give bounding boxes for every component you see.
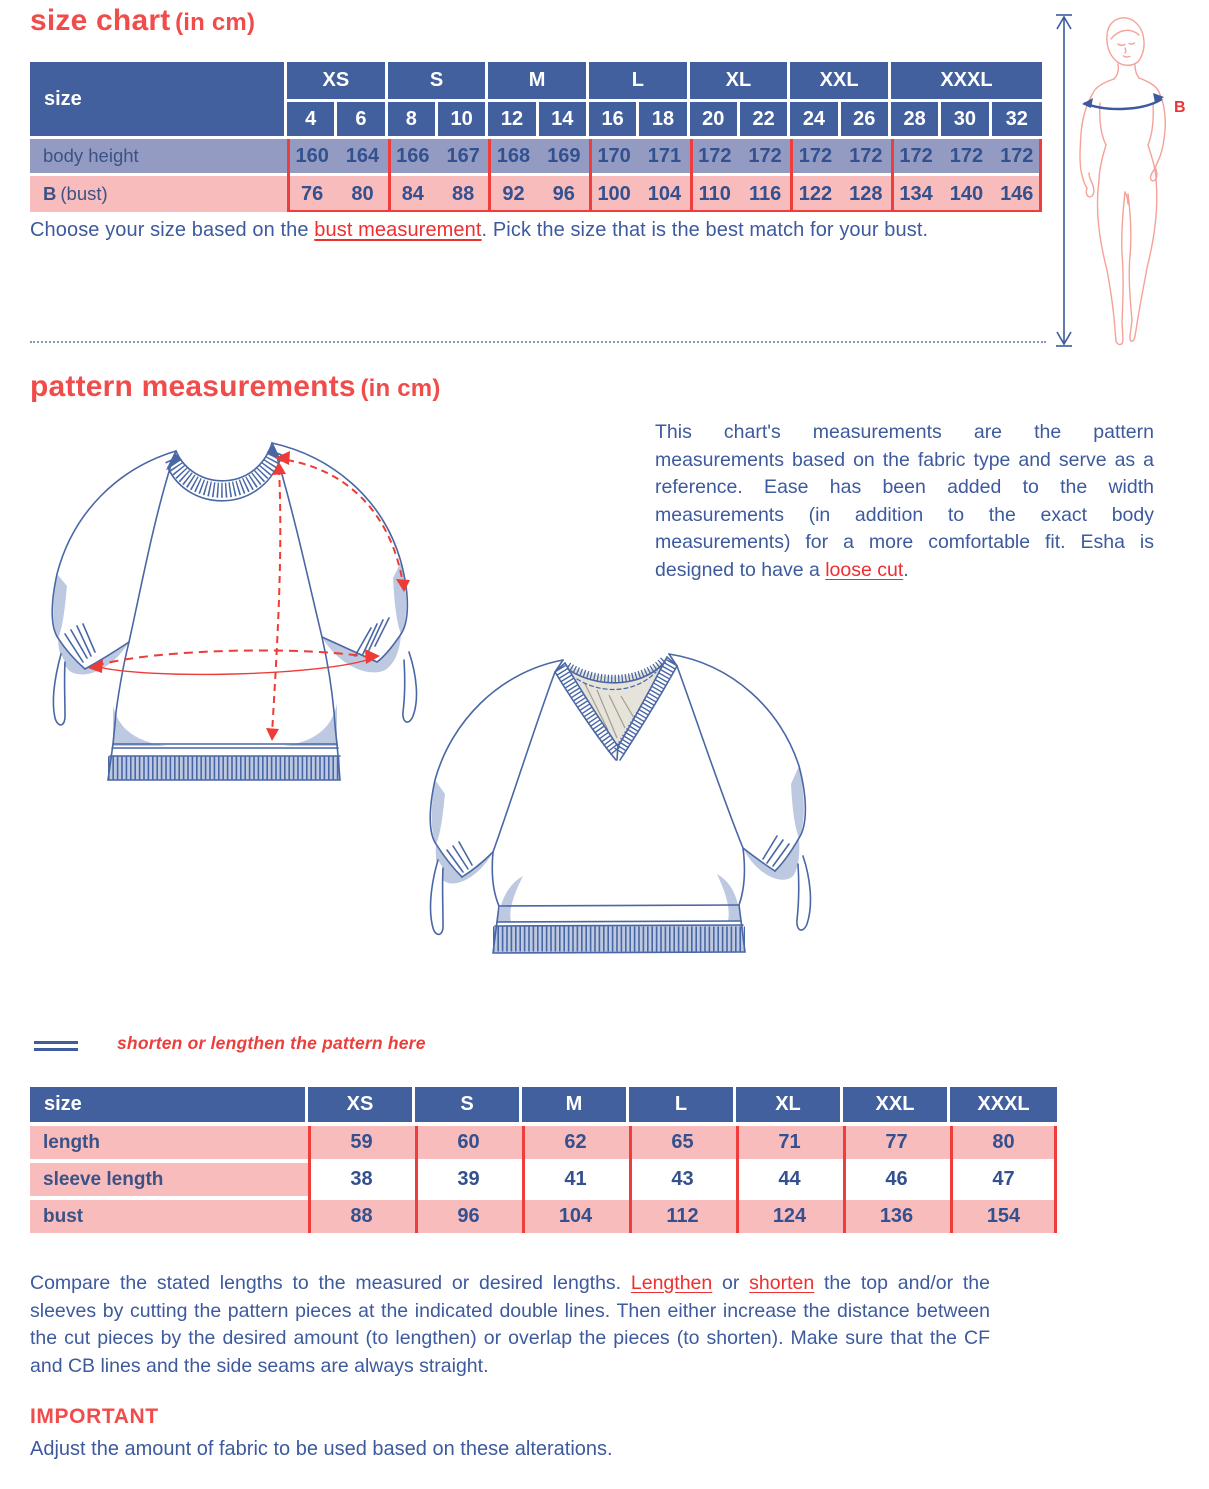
value-cell: 100 (597, 182, 631, 205)
column-header: XL (736, 1087, 843, 1122)
size-note-post: . Pick the size that is the best match for your bust. (481, 219, 929, 241)
value-cell: 44 (736, 1163, 843, 1196)
value-cell: 60 (415, 1126, 522, 1159)
size-number-header: 8 (388, 102, 438, 136)
value-cell: 160 (295, 144, 329, 167)
alteration-instructions (30, 1270, 990, 1380)
size-corner-cell: size (30, 62, 287, 136)
value-cell: 172 (949, 144, 984, 167)
size-number-header: 4 (287, 102, 337, 136)
table-row (30, 1200, 1057, 1233)
size-group-header: S (388, 62, 489, 99)
value-cell: 134 (899, 182, 933, 205)
value-cell: 46 (843, 1163, 950, 1196)
height-arrow-icon (1056, 15, 1072, 346)
size-number-header: 6 (337, 102, 387, 136)
size-number-row (287, 102, 1042, 136)
value-cell: 170 (597, 144, 631, 167)
value-cell: 43 (629, 1163, 736, 1196)
table-row (30, 176, 1042, 212)
column-header: L (629, 1087, 736, 1122)
value-cell: 172 (748, 144, 782, 167)
size-corner-cell: size (30, 1087, 308, 1122)
size-number-header: 24 (790, 102, 840, 136)
table-row (30, 1126, 1057, 1159)
value-cell: 172 (698, 144, 732, 167)
value-cell: 84 (401, 182, 424, 205)
section-divider (30, 341, 1046, 343)
size-chart-unit: (in cm) (175, 9, 256, 36)
size-note (30, 219, 928, 242)
value-cell: 164 (345, 144, 380, 167)
value-cell: 104 (647, 182, 682, 205)
value-cell: 116 (748, 182, 782, 205)
value-cell: 96 (552, 182, 575, 205)
value-cell: 80 (950, 1126, 1057, 1159)
pattern-table-header (30, 1087, 1057, 1122)
loose-cut-link[interactable]: loose cut (825, 558, 904, 581)
woman-outline (1080, 18, 1165, 345)
bust-measurement-link[interactable]: bust measurement (314, 219, 482, 241)
row-label: body height (43, 145, 139, 166)
double-line-top (34, 1041, 78, 1044)
size-number-header: 26 (841, 102, 891, 136)
value-cell: 112 (629, 1200, 736, 1233)
row-label: length (30, 1126, 308, 1159)
size-group-header: M (488, 62, 589, 99)
column-header: XS (308, 1087, 415, 1122)
size-number-header: 18 (639, 102, 689, 136)
bust-measure-line (1082, 93, 1164, 109)
size-number-header: 14 (539, 102, 589, 136)
size-number-header: 20 (690, 102, 740, 136)
important-text: Adjust the amount of fabric to be used based on these alterations. (30, 1438, 613, 1460)
shorten-link[interactable]: shorten (749, 1272, 815, 1294)
size-number-header: 32 (992, 102, 1042, 136)
value-cell: 104 (522, 1200, 629, 1233)
size-group-header: XXXL (891, 62, 1042, 99)
compare-mid: or (712, 1272, 750, 1294)
pattern-measurements-heading (30, 370, 441, 404)
row-label: B (bust) (43, 183, 108, 204)
column-header: XXXL (950, 1087, 1057, 1122)
lengthen-link[interactable]: Lengthen (630, 1272, 713, 1294)
size-chart-title: size chart (30, 4, 171, 37)
description-post: . (903, 558, 909, 581)
value-cell: 110 (698, 182, 731, 205)
size-group-row (287, 62, 1042, 99)
value-cell: 172 (798, 144, 833, 167)
value-cell: 41 (522, 1163, 629, 1196)
body-figure-illustration (1048, 8, 1208, 353)
value-cell: 169 (547, 144, 581, 167)
pattern-measurements-title: pattern measurements (30, 370, 356, 403)
size-group-header: XXL (790, 62, 891, 99)
value-cell: 88 (308, 1200, 415, 1233)
value-cell: 171 (647, 144, 682, 167)
column-header: XXL (843, 1087, 950, 1122)
pattern-description (655, 419, 1154, 585)
value-cell: 76 (301, 182, 324, 205)
description-pre: This chart's measurements are the pattern measurements based on the fabric type and serve as a reference. Ease has been added to the width measurements (in addition to the exact body measurements) for a more comfortable fit. Esha is designed to have a (655, 421, 1154, 581)
size-number-header: 22 (740, 102, 790, 136)
value-cell: 77 (843, 1126, 950, 1159)
column-header: M (522, 1087, 629, 1122)
value-cell: 128 (849, 182, 883, 205)
compare-pre: Compare the stated lengths to the measured or desired lengths. (30, 1272, 631, 1294)
size-group-header: L (589, 62, 690, 99)
value-cell: 136 (843, 1200, 950, 1233)
value-cell: 140 (949, 182, 984, 205)
compare-post: the top and/or the sleeves by cutting the pattern pieces at the indicated double lines. Then either increase the distance between the cut pieces by the desired amount (to lengthen) or overlap the pieces (to shorten). Make sure that the CF and CB lines and the side seams are always straight. (30, 1272, 990, 1377)
value-cell: 96 (415, 1200, 522, 1233)
value-cell: 146 (1000, 182, 1034, 205)
value-cell: 71 (736, 1126, 843, 1159)
size-chart-table (30, 62, 1042, 212)
pattern-measurements-unit: (in cm) (360, 375, 441, 402)
size-group-header: XS (287, 62, 388, 99)
double-line-bottom (34, 1048, 78, 1051)
row-label: sleeve length (30, 1163, 308, 1196)
value-cell: 172 (849, 144, 883, 167)
value-cell: 59 (308, 1126, 415, 1159)
value-cell: 38 (308, 1163, 415, 1196)
value-cell: 80 (351, 182, 374, 205)
table-row (30, 139, 1042, 173)
garment-back-outline (52, 443, 416, 780)
size-number-header: 12 (488, 102, 538, 136)
value-cell: 39 (415, 1163, 522, 1196)
value-cell: 124 (736, 1200, 843, 1233)
size-number-header: 10 (438, 102, 488, 136)
value-cell: 122 (798, 182, 833, 205)
column-header: S (415, 1087, 522, 1122)
pattern-measurements-table (30, 1087, 1057, 1233)
size-note-pre: Choose your size based on the (30, 219, 315, 241)
lengthen-shorten-symbol (34, 1041, 78, 1055)
value-cell: 154 (950, 1200, 1057, 1233)
value-cell: 172 (899, 144, 933, 167)
bust-measure-label: B (1174, 99, 1186, 116)
garment-front-illustration (405, 648, 835, 978)
value-cell: 92 (502, 182, 525, 205)
size-number-header: 28 (891, 102, 941, 136)
garment-back-illustration (25, 438, 455, 788)
size-number-header: 16 (589, 102, 639, 136)
size-group-header: XL (690, 62, 791, 99)
value-cell: 65 (629, 1126, 736, 1159)
value-cell: 172 (1000, 144, 1034, 167)
value-cell: 88 (452, 182, 475, 205)
value-cell: 167 (446, 144, 480, 167)
value-cell: 166 (396, 144, 430, 167)
lengthen-shorten-label: shorten or lengthen the pattern here (117, 1033, 426, 1053)
row-label: bust (30, 1200, 308, 1233)
size-chart-heading (30, 4, 255, 38)
size-number-header: 30 (941, 102, 991, 136)
important-heading: IMPORTANT (30, 1405, 159, 1428)
table-row (30, 1163, 1057, 1196)
size-chart-table-header (30, 62, 1042, 136)
value-cell: 62 (522, 1126, 629, 1159)
value-cell: 47 (950, 1163, 1057, 1196)
value-cell: 168 (496, 144, 531, 167)
